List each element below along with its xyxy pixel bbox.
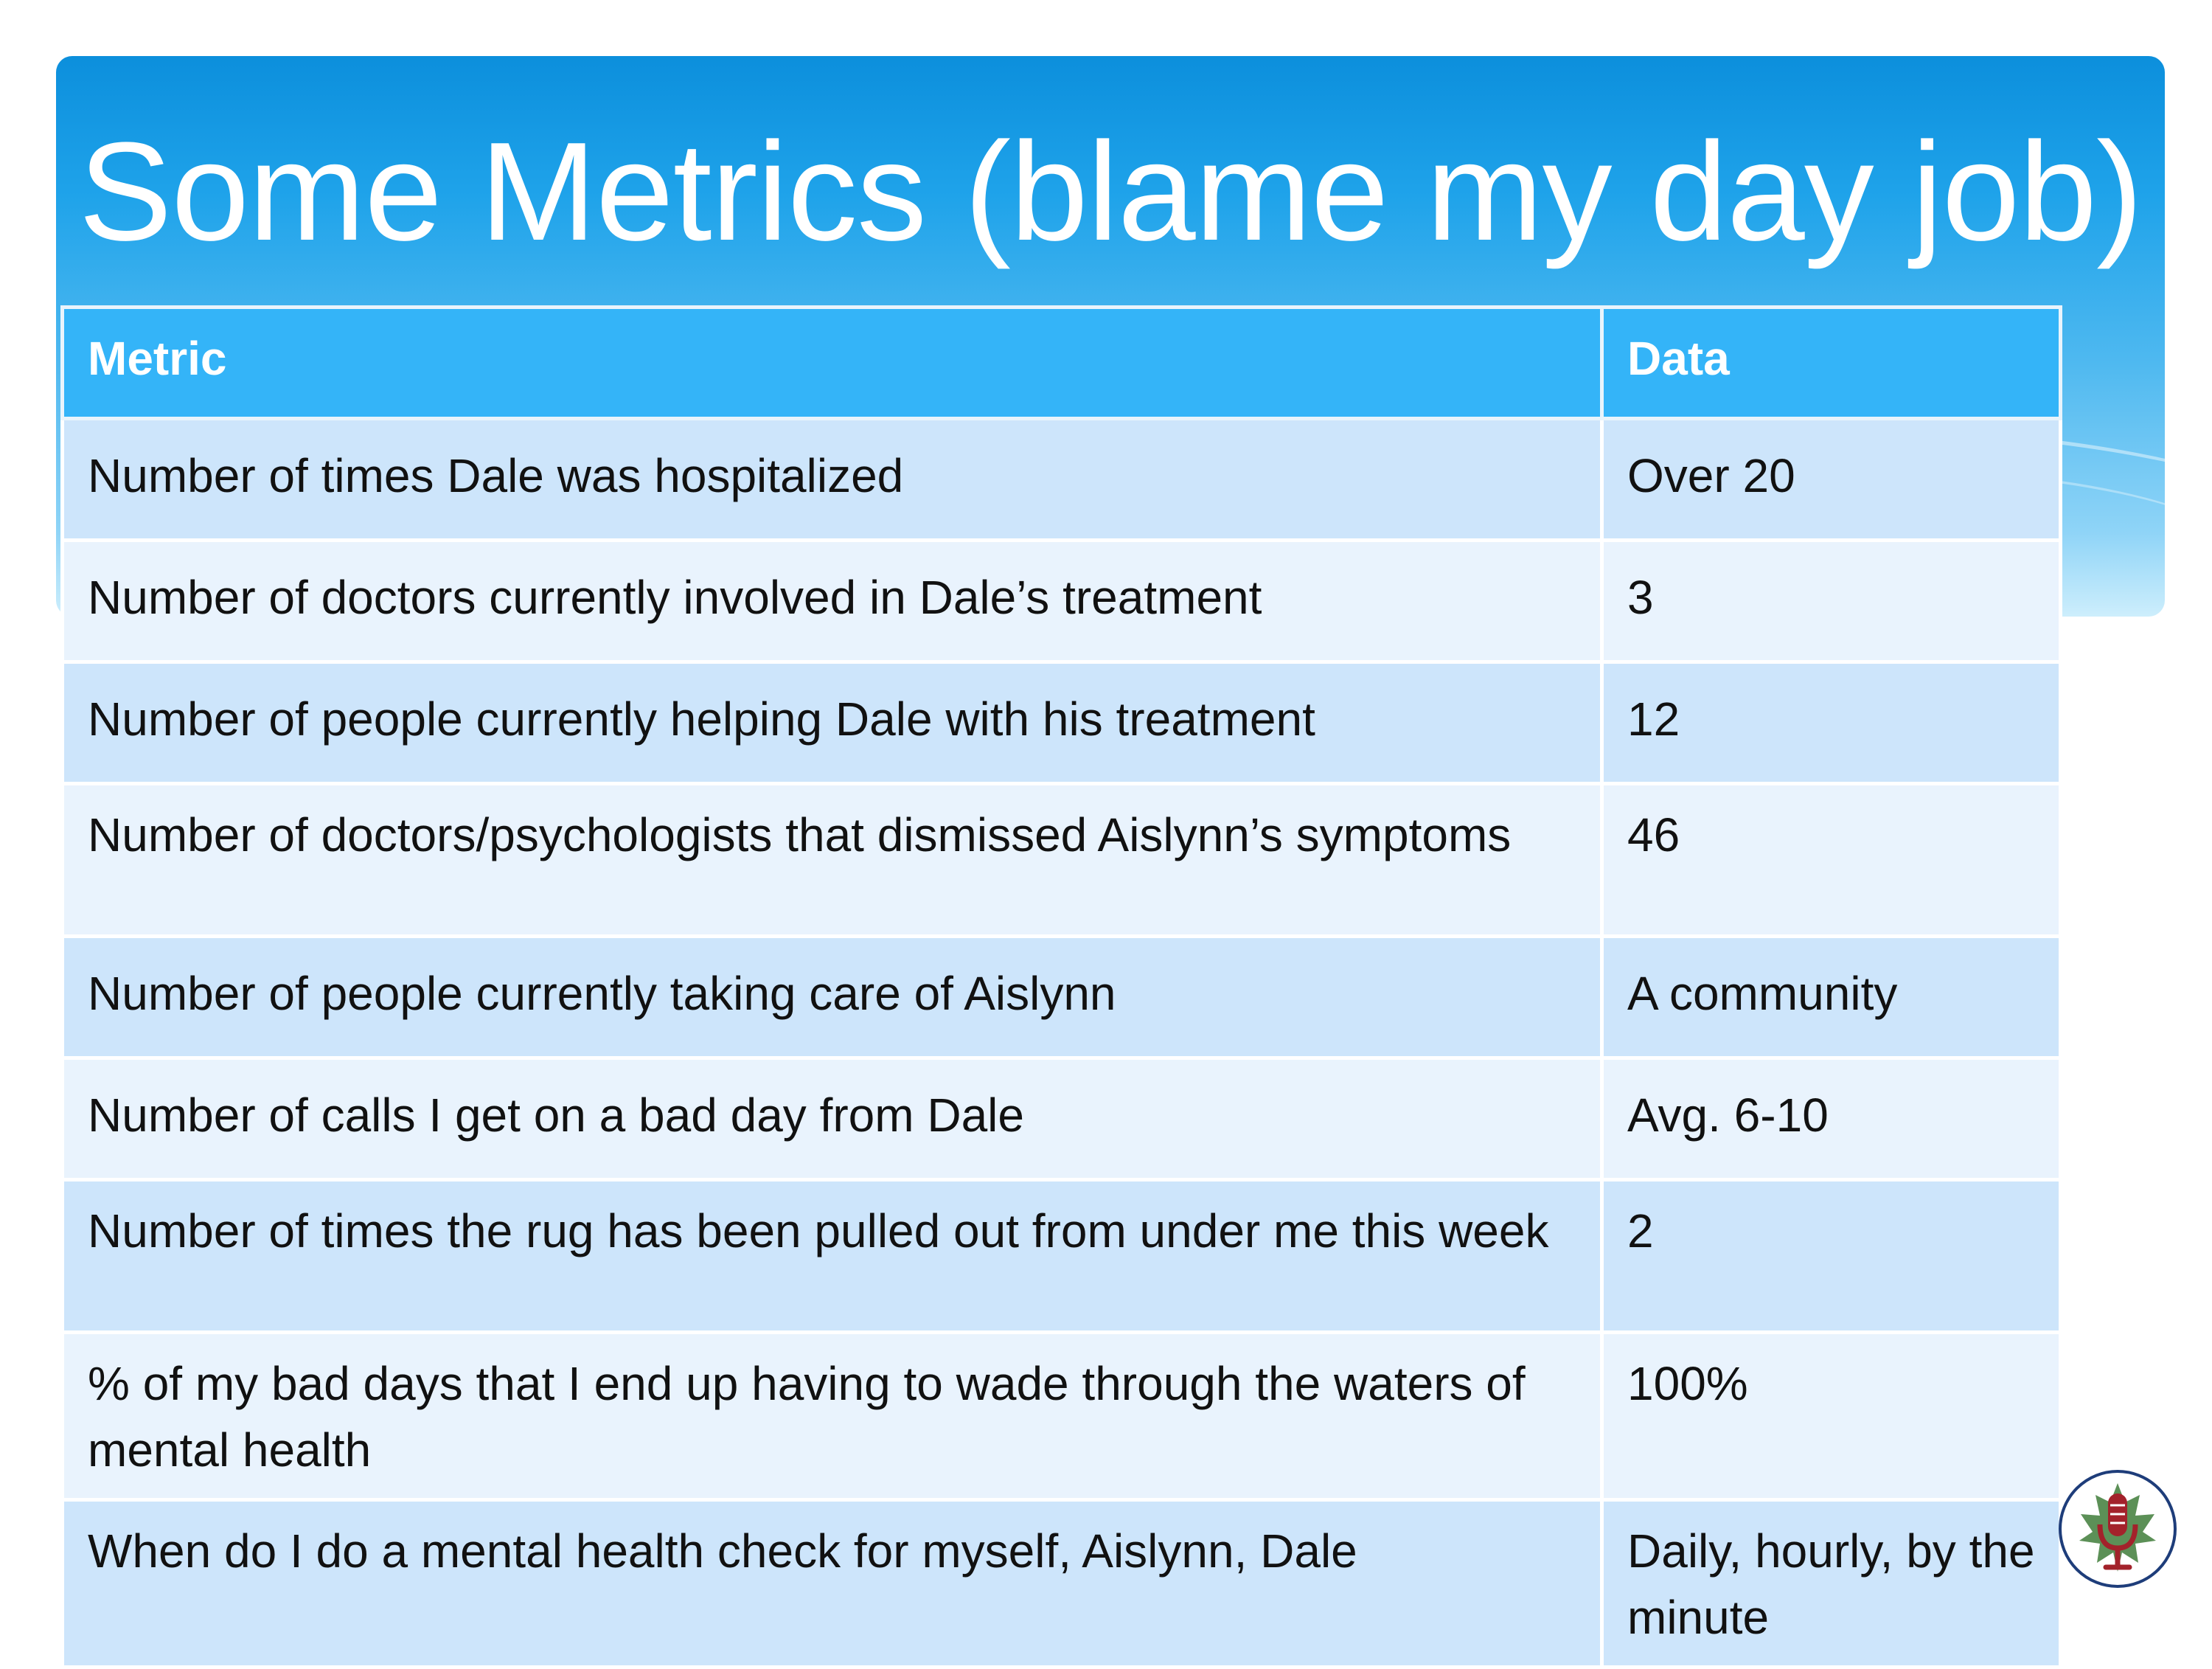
table-row [63, 784, 2061, 937]
data-cell: 3 [1602, 541, 2061, 662]
data-cell: Daily, hourly, by the minute [1602, 1500, 2061, 1668]
data-cell: 100% [1602, 1333, 2061, 1500]
table-row [63, 541, 2061, 662]
metric-cell: When do I do a mental health check for myself, Aislynn, Dale [63, 1500, 1602, 1668]
table-row [63, 1058, 2061, 1180]
data-cell: 2 [1602, 1180, 2061, 1333]
data-cell: A community [1602, 937, 2061, 1058]
data-cell: Avg. 6-10 [1602, 1058, 2061, 1180]
table-row [63, 1180, 2061, 1333]
metric-cell: Number of times the rug has been pulled out from under me this week [63, 1180, 1602, 1333]
table-row [63, 1333, 2061, 1500]
data-cell: Over 20 [1602, 419, 2061, 541]
metric-cell: Number of people currently helping Dale with his treatment [63, 662, 1602, 784]
table-row [63, 937, 2061, 1058]
metrics-table [60, 305, 2062, 1669]
column-header-data: Data [1602, 308, 2061, 419]
metric-cell: Number of doctors currently involved in Dale’s treatment [63, 541, 1602, 662]
data-cell: 12 [1602, 662, 2061, 784]
metric-cell: Number of doctors/psychologists that dismissed Aislynn’s symptoms [63, 784, 1602, 937]
slide-title: Some Metrics (blame my day job) [78, 114, 2143, 270]
microphone-maple-leaf-icon [2062, 1473, 2174, 1585]
table-header-row [63, 308, 2061, 419]
table-row [63, 662, 2061, 784]
column-header-metric: Metric [63, 308, 1602, 419]
table-row [63, 1500, 2061, 1668]
metric-cell: Number of calls I get on a bad day from Dale [63, 1058, 1602, 1180]
table-row [63, 419, 2061, 541]
metric-cell: Number of people currently taking care of Aislynn [63, 937, 1602, 1058]
data-cell: 46 [1602, 784, 2061, 937]
metric-cell: % of my bad days that I end up having to wade through the waters of mental health [63, 1333, 1602, 1500]
metric-cell: Number of times Dale was hospitalized [63, 419, 1602, 541]
podcast-logo [2059, 1470, 2177, 1588]
